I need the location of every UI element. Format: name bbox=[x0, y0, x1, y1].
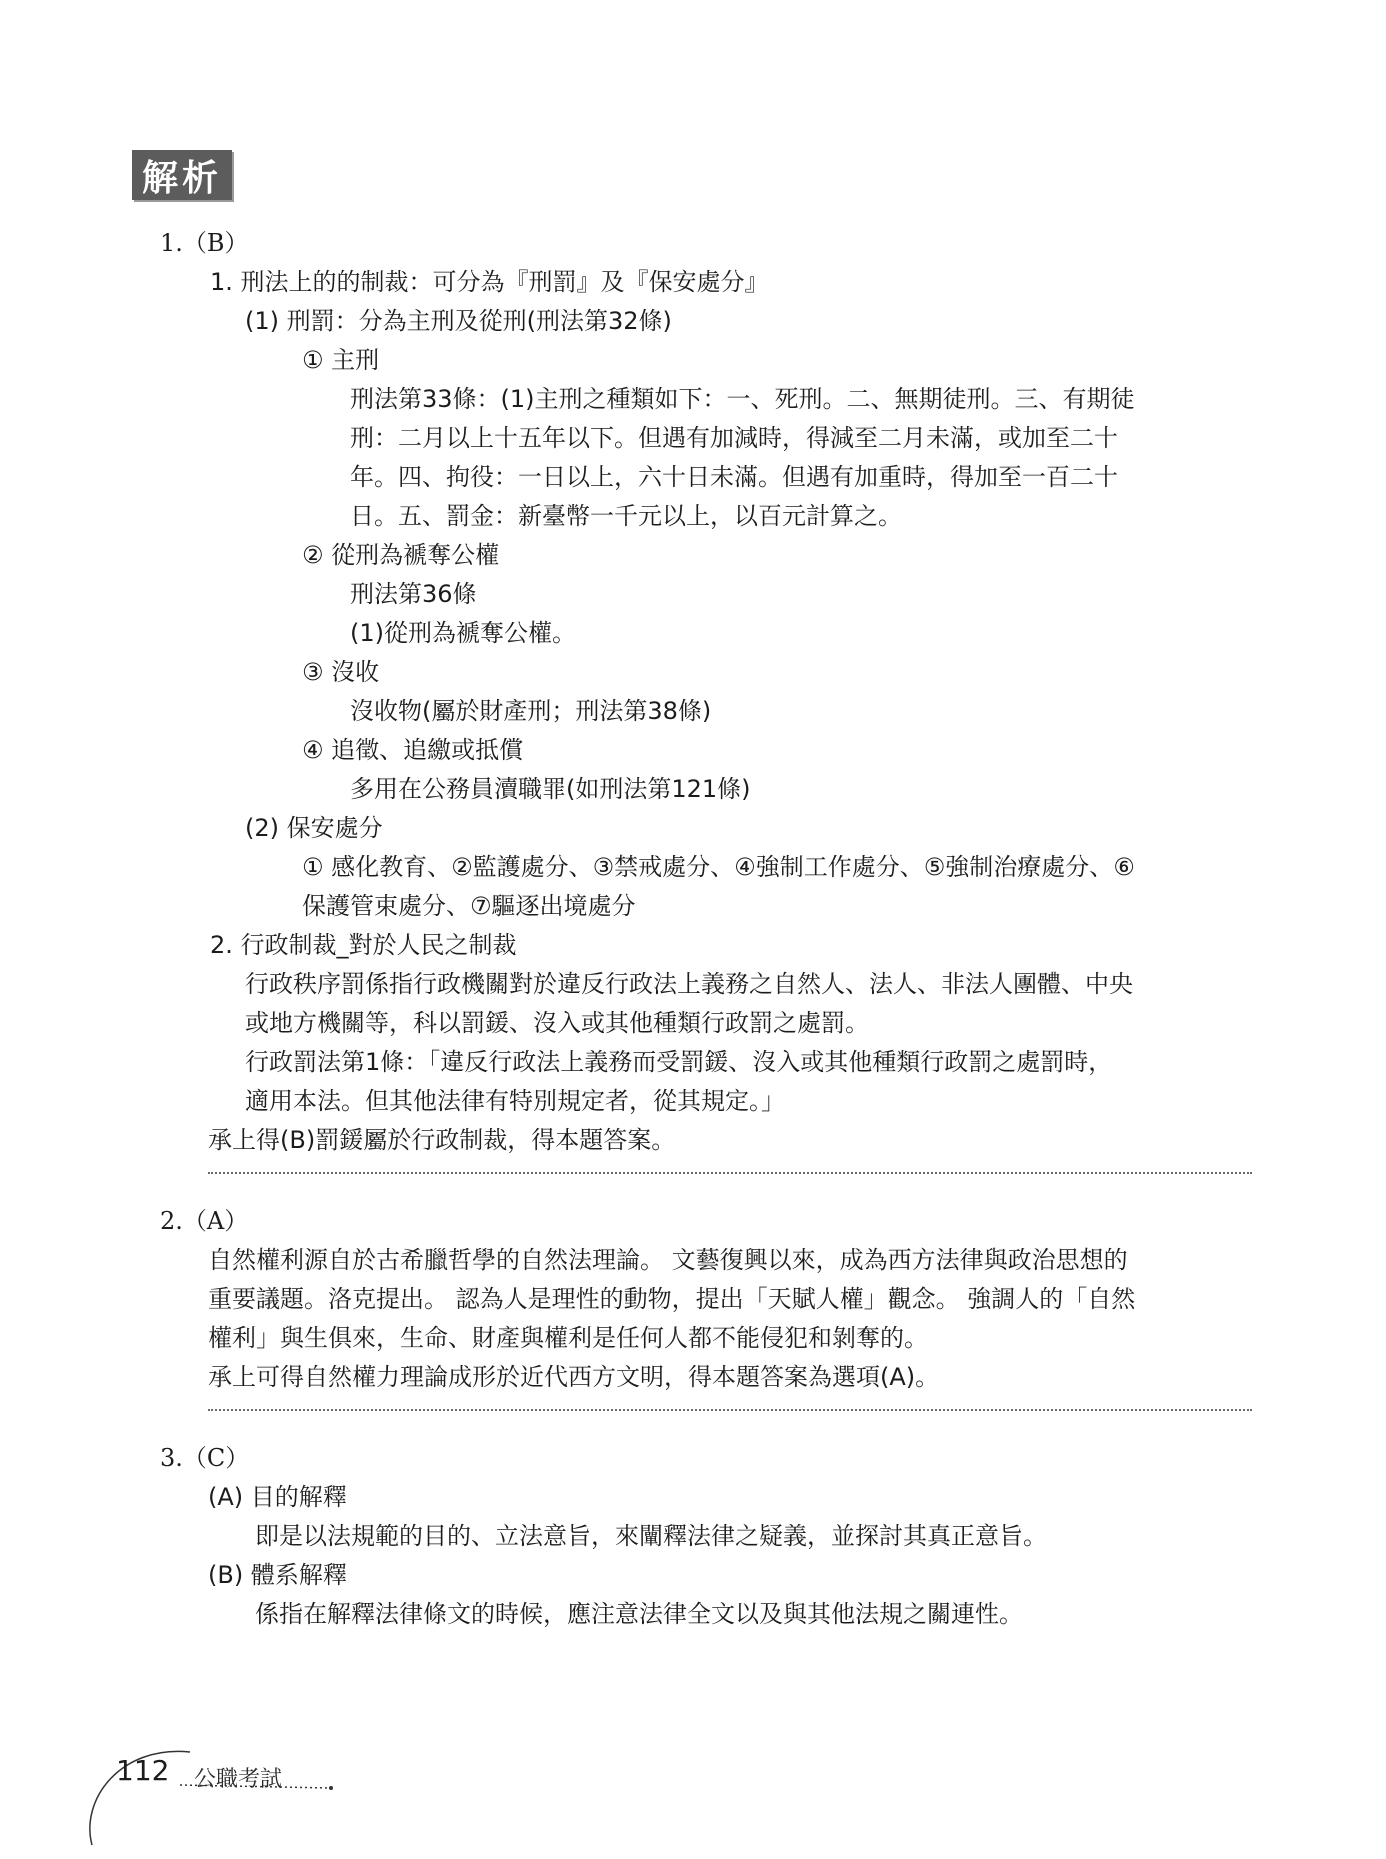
explanation-line: 年。四、拘役：一日以上，六十日未滿。但遇有加重時，得加至一百二十 bbox=[350, 463, 1118, 491]
explanation-line: ① 主刑 bbox=[302, 346, 380, 374]
explanation-line: 即是以法規範的目的、立法意旨，來闡釋法律之疑義，並探討其真正意旨。 bbox=[255, 1522, 1047, 1550]
explanation-line: 行政罰法第1條：「違反行政法上義務而受罰鍰、沒入或其他種類行政罰之處罰時， bbox=[245, 1048, 1113, 1076]
explanation-line: 保護管束處分、⑦驅逐出境處分 bbox=[302, 892, 636, 920]
explanation-line: 1. 刑法上的的制裁：可分為『刑罰』及『保安處分』 bbox=[210, 268, 769, 296]
explanation-line: (A) 目的解釋 bbox=[208, 1483, 347, 1511]
page-footer bbox=[80, 1740, 340, 1850]
explanation-line: 適用本法。但其他法律有特別規定者，從其規定。」 bbox=[245, 1087, 785, 1115]
explanation-line: 日。五、罰金：新臺幣一千元以上，以百元計算之。 bbox=[350, 502, 902, 530]
explanation-line: 承上可得自然權力理論成形於近代西方文明，得本題答案為選項(A)。 bbox=[208, 1363, 940, 1391]
explanation-line: 或地方機關等，科以罰鍰、沒入或其他種類行政罰之處罰。 bbox=[245, 1009, 869, 1037]
explanation-line: (1)從刑為褫奪公權。 bbox=[350, 619, 576, 647]
explanation-line: ② 從刑為褫奪公權 bbox=[302, 541, 500, 569]
section-title: 解析 bbox=[132, 150, 232, 200]
answer-content bbox=[0, 224, 1386, 1634]
explanation-line: 刑：二月以上十五年以下。但遇有加減時，得減至二月未滿，或加至二十 bbox=[350, 424, 1118, 452]
explanation-line: 行政秩序罰係指行政機關對於違反行政法上義務之自然人、法人、非法人團體、中央 bbox=[245, 970, 1133, 998]
explanation-line: (1) 刑罰：分為主刑及從刑(刑法第32條) bbox=[245, 307, 672, 335]
publisher-label: 公職考試 bbox=[194, 1767, 283, 1792]
question-heading: 2.（A） bbox=[160, 1207, 249, 1235]
explanation-line: 刑法第33條：(1)主刑之種類如下：一、死刑。二、無期徒刑。三、有期徒 bbox=[350, 385, 1135, 413]
explanation-line: 承上得(B)罰鍰屬於行政制裁，得本題答案。 bbox=[208, 1126, 676, 1154]
explanation-line: 刑法第36條 bbox=[350, 580, 477, 608]
explanation-line: 係指在解釋法律條文的時候，應注意法律全文以及與其他法規之關連性。 bbox=[255, 1600, 1023, 1628]
explanation-line: 多用在公務員瀆職罪(如刑法第121條) bbox=[350, 775, 751, 803]
explanation-line: ④ 追徵、追繳或抵償 bbox=[302, 736, 524, 764]
explanation-line: 重要議題。洛克提出。 認為人是理性的動物，提出「天賦人權」觀念。 強調人的「自然 bbox=[208, 1285, 1136, 1313]
dotted-separator bbox=[208, 1409, 1252, 1411]
question-heading: 1.（B） bbox=[160, 229, 249, 257]
dotted-separator bbox=[208, 1172, 1252, 1174]
explanation-line: (B) 體系解釋 bbox=[208, 1561, 347, 1589]
explanation-line: 2. 行政制裁_對於人民之制裁 bbox=[210, 931, 517, 959]
explanation-line: 權利」與生俱來，生命、財產與權利是任何人都不能侵犯和剝奪的。 bbox=[208, 1324, 928, 1352]
explanation-line: ① 感化教育、②監護處分、③禁戒處分、④強制工作處分、⑤強制治療處分、⑥ bbox=[302, 853, 1135, 881]
explanation-line: ③ 沒收 bbox=[302, 658, 380, 686]
explanation-line: 自然權利源自於古希臘哲學的自然法理論。 文藝復興以來，成為西方法律與政治思想的 bbox=[208, 1246, 1128, 1274]
explanation-line: (2) 保安處分 bbox=[245, 814, 383, 842]
question-heading: 3.（C） bbox=[160, 1444, 250, 1472]
explanation-line: 沒收物(屬於財產刑；刑法第38條) bbox=[350, 697, 712, 725]
page-number: 112 bbox=[116, 1754, 170, 1787]
